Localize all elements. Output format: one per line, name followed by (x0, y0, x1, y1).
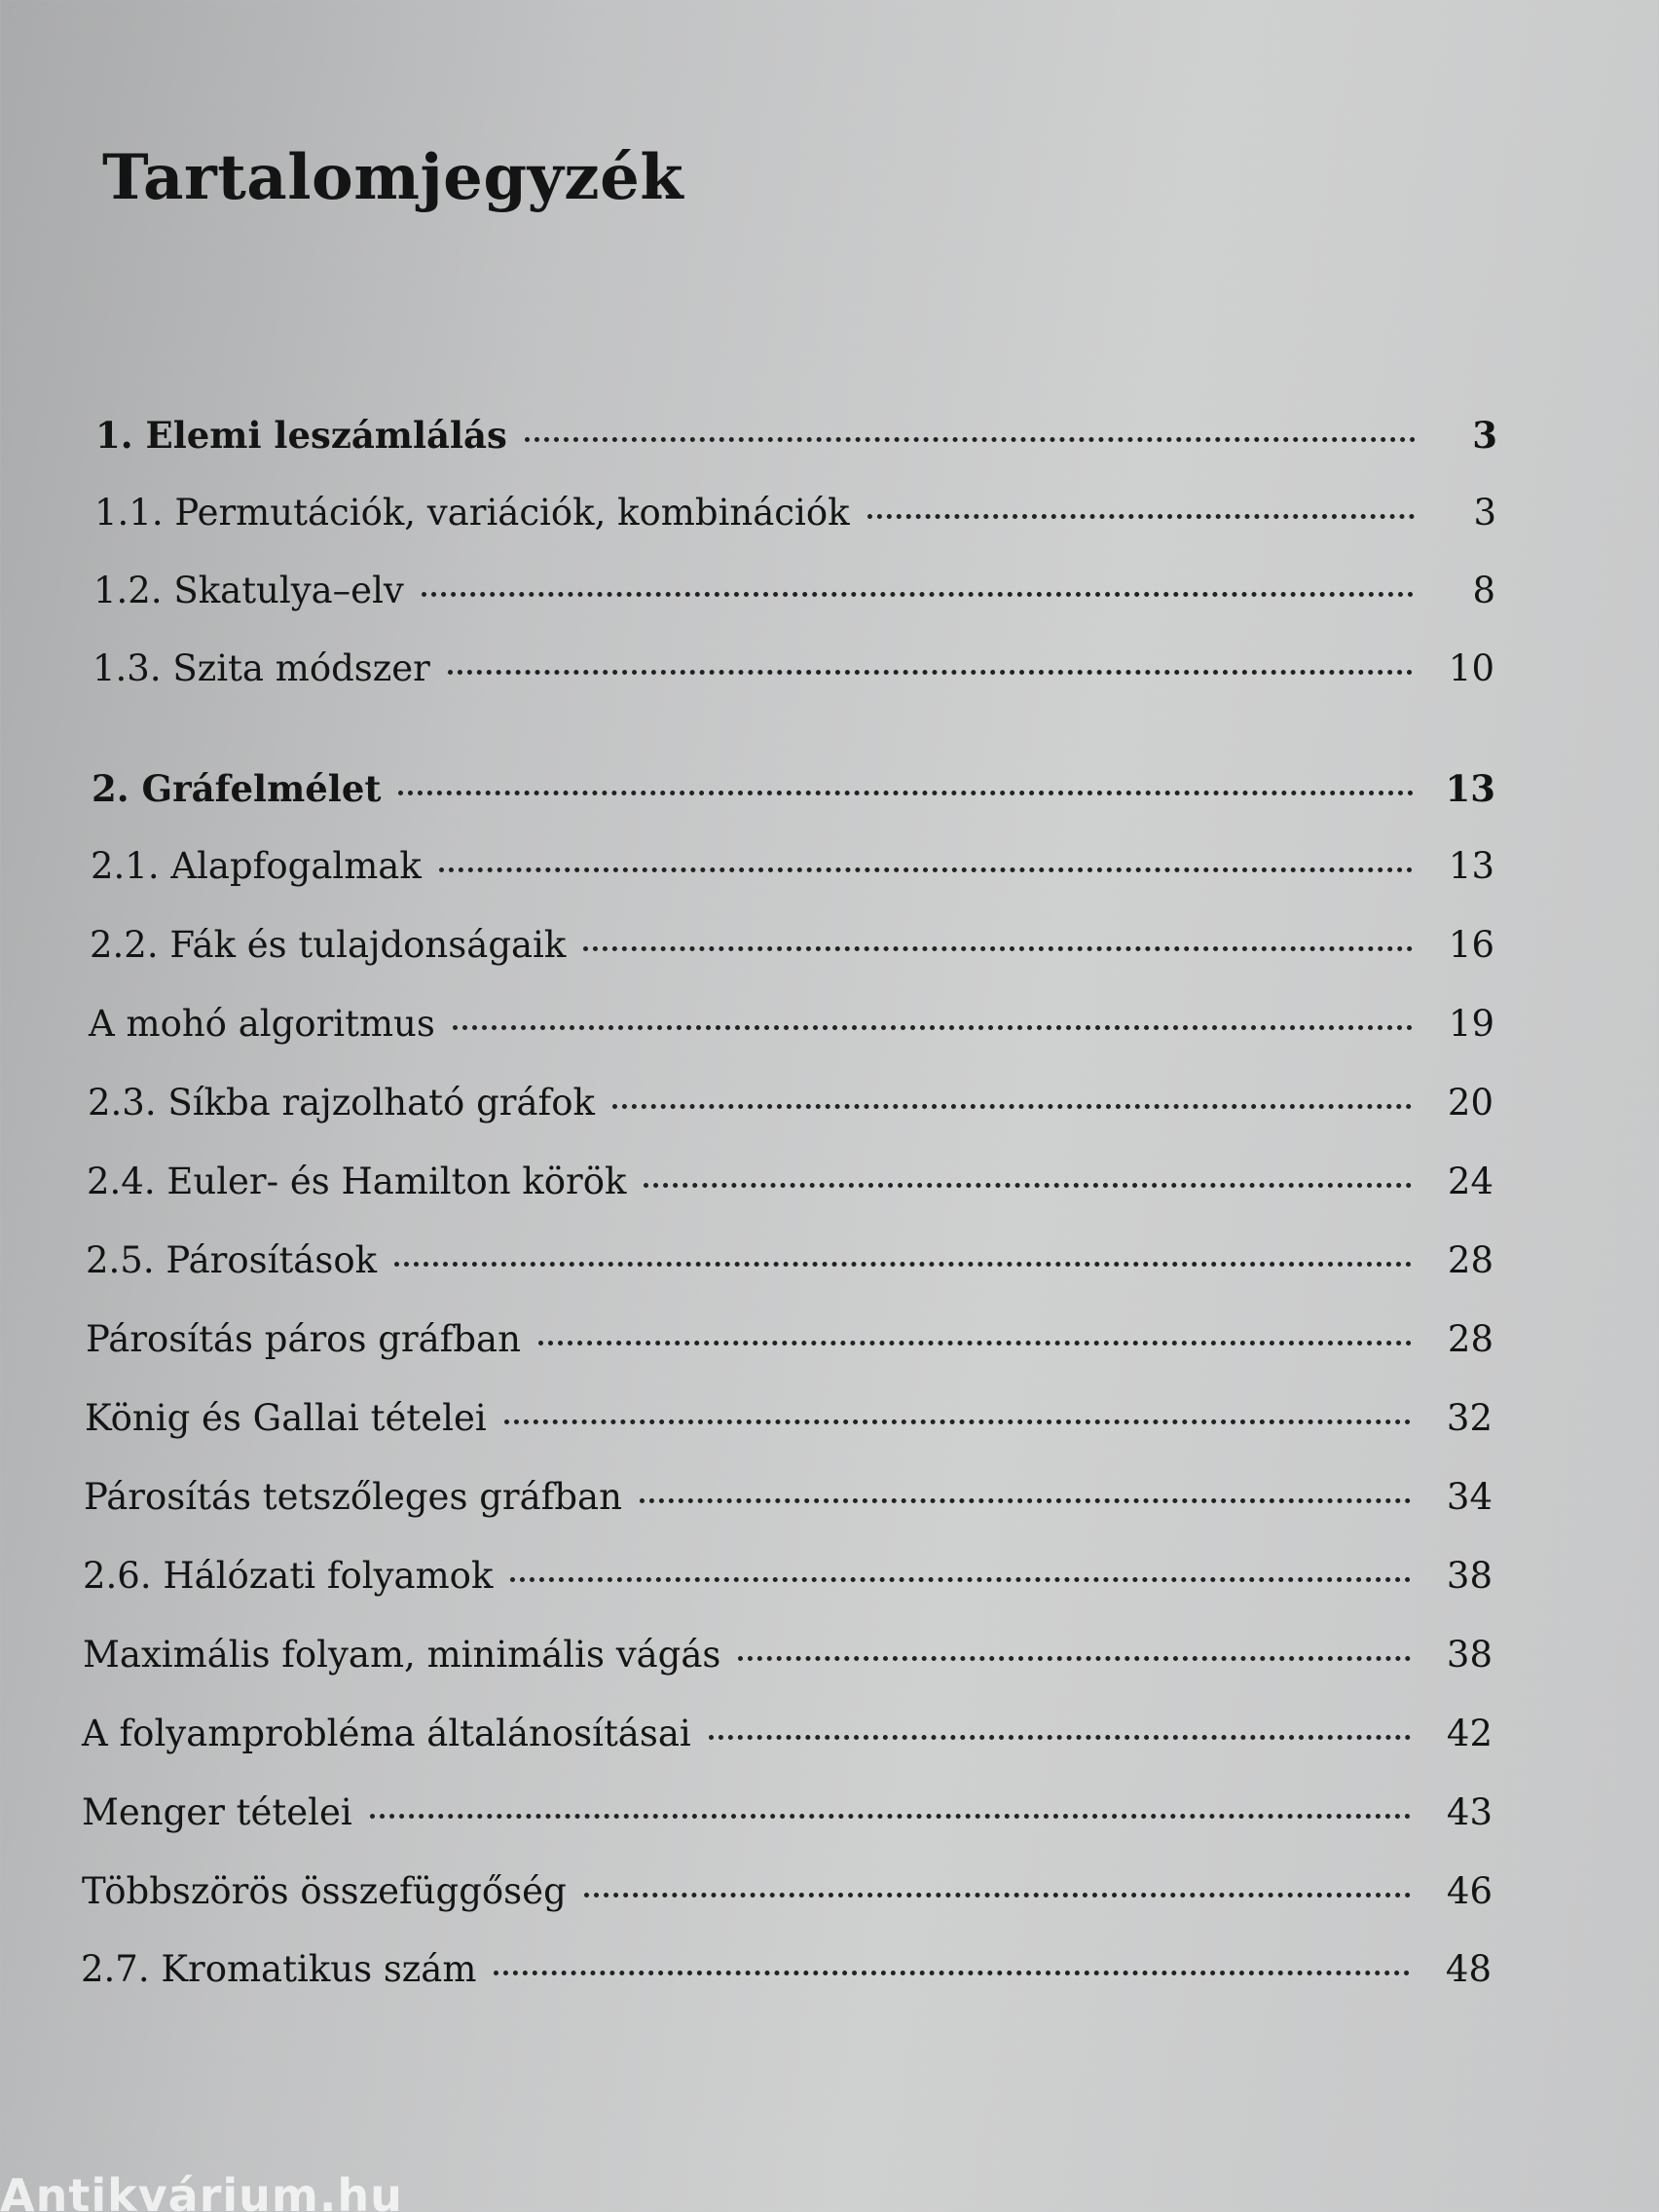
toc-entry-page: 48 (1445, 1948, 1492, 1990)
toc-entry-label: A mohó algoritmus (89, 1003, 435, 1045)
toc-entry (86, 1318, 1493, 1360)
toc-entry (81, 1948, 1492, 1990)
toc-leader-dots (584, 1893, 1411, 1898)
page-title: Tartalomjegyzék (102, 141, 684, 214)
toc-leader-dots (398, 791, 1414, 795)
toc-entry-page: 13 (1445, 767, 1495, 810)
toc-leader-dots (448, 670, 1413, 675)
toc-leader-dots (738, 1656, 1411, 1661)
toc-entry-page: 24 (1447, 1161, 1493, 1202)
toc-entry (82, 1713, 1493, 1754)
toc-entry-page: 3 (1473, 492, 1496, 534)
toc-entry-label: 2.7. Kromatikus szám (81, 1948, 477, 1990)
toc-entry-label: 1. Elemi leszámlálás (95, 414, 507, 457)
toc-entry (87, 1161, 1493, 1202)
toc-entry-label: 2.4. Euler- és Hamilton körök (87, 1161, 627, 1202)
watermark: Antikvárium.hu (0, 2169, 403, 2212)
toc-entry (95, 414, 1497, 457)
toc-leader-dots (709, 1735, 1411, 1740)
toc-entry-page: 43 (1446, 1791, 1493, 1833)
toc-entry (92, 647, 1494, 689)
toc-entry-label: 1.3. Szita módszer (92, 647, 430, 689)
toc-entry-page: 28 (1447, 1239, 1493, 1281)
toc-entry-page: 38 (1446, 1555, 1493, 1597)
toc-entry-page: 13 (1448, 845, 1494, 887)
toc-entry-page: 28 (1447, 1318, 1493, 1360)
toc-entry (93, 570, 1495, 611)
toc-entry-label: A folyamprobléma általánosításai (82, 1713, 691, 1754)
toc-entry-page: 32 (1446, 1397, 1493, 1439)
toc-leader-dots (644, 1183, 1412, 1188)
toc-entry-label: König és Gallai tételei (85, 1397, 487, 1439)
toc-entry (92, 767, 1495, 810)
toc-leader-dots (867, 514, 1415, 519)
toc-entry-label: Párosítás páros gráfban (86, 1318, 521, 1360)
toc-entry-page: 16 (1448, 924, 1494, 966)
toc-entry (86, 1239, 1493, 1281)
toc-entry (88, 1082, 1493, 1124)
toc-leader-dots (494, 1971, 1410, 1975)
toc-entry-label: Párosítás tetszőleges gráfban (84, 1476, 622, 1518)
toc-leader-dots (640, 1498, 1411, 1503)
toc-entry-label: 2.1. Alapfogalmak (91, 845, 422, 887)
toc-entry (84, 1476, 1493, 1518)
toc-entry-page: 19 (1448, 1003, 1494, 1045)
toc-entry (90, 924, 1494, 966)
toc-entry-page: 3 (1472, 414, 1497, 457)
toc-entry-page: 42 (1446, 1713, 1493, 1754)
toc-entry-label: Maximális folyam, minimális vágás (83, 1634, 721, 1676)
toc-entry (85, 1397, 1493, 1439)
toc-leader-dots (422, 592, 1414, 597)
toc-entry (94, 492, 1496, 534)
toc-entry-page: 46 (1446, 1870, 1493, 1912)
toc-leader-dots (538, 1341, 1412, 1346)
toc-leader-dots (370, 1814, 1411, 1819)
toc-entry-label: 2. Gráfelmélet (92, 767, 382, 810)
toc-entry-page: 34 (1446, 1476, 1493, 1518)
toc-entry (83, 1555, 1493, 1597)
toc-entry (83, 1634, 1493, 1676)
toc-entry (82, 1791, 1493, 1833)
toc-entry-label: 2.6. Hálózati folyamok (83, 1555, 494, 1597)
toc-leader-dots (504, 1419, 1411, 1424)
toc-leader-dots (453, 1025, 1413, 1030)
toc-entry (91, 845, 1494, 887)
toc-entry (82, 1870, 1493, 1912)
toc-entry-label: 1.1. Permutációk, variációk, kombinációk (94, 492, 850, 534)
toc-leader-dots (612, 1104, 1412, 1109)
toc-entry-page: 38 (1446, 1634, 1493, 1676)
toc-leader-dots (439, 867, 1413, 872)
toc-leader-dots (510, 1577, 1411, 1582)
toc-entry-page: 10 (1448, 647, 1494, 689)
toc-entry-label: 2.2. Fák és tulajdonságaik (90, 924, 567, 966)
toc-leader-dots (394, 1262, 1412, 1267)
toc-entry-label: 2.5. Párosítások (86, 1239, 378, 1281)
toc-entry-page: 8 (1472, 570, 1495, 611)
toc-entry-label: 1.2. Skatulya–elv (93, 570, 404, 611)
toc-leader-dots (525, 437, 1416, 442)
toc-entry-page: 20 (1447, 1082, 1493, 1124)
toc-entry-label: 2.3. Síkba rajzolható gráfok (88, 1082, 595, 1124)
toc-entry (89, 1003, 1494, 1045)
toc-leader-dots (583, 946, 1413, 951)
toc-entry-label: Menger tételei (82, 1791, 352, 1833)
toc-entry-label: Többszörös összefüggőség (82, 1870, 567, 1912)
